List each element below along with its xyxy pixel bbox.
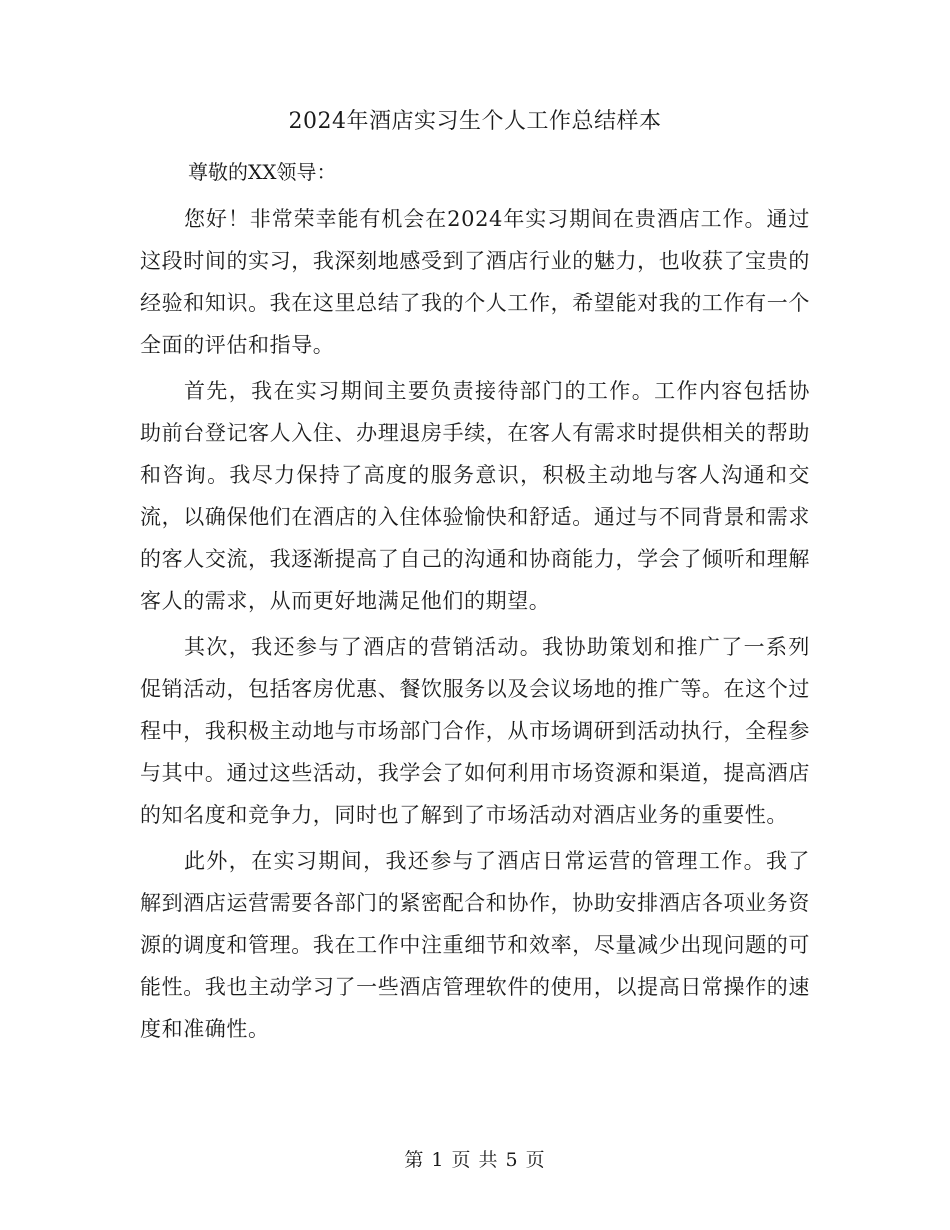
paragraph-marketing-work: 其次，我还参与了酒店的营销活动。我协助策划和推广了一系列促销活动，包括客房优惠、餐饮服务以及会议场地的推广等。在这个过程中，我积极主动地与市场部门合作，从市场调研到活动执行，全程参与其中。通过这些活动，我学会了如何利用市场资源和渠道，提高酒店的知名度和竞争力，同时也了解到了市场活动对酒店业务的重要性。 <box>140 635 810 827</box>
salutation: 尊敬的XX领导： <box>188 160 337 184</box>
paragraph-reception-work: 首先，我在实习期间主要负责接待部门的工作。工作内容包括协助前台登记客人入住、办理退房手续，在客人有需求时提供相关的帮助和咨询。我尽力保持了高度的服务意识，积极主动地与客人沟通和交流，以确保他们在酒店的入住体验愉快和舒适。通过与不同背景和需求的客人交流，我逐渐提高了自己的沟通和协商能力，学会了倾听和理解客人的需求，从而更好地满足他们的期望。 <box>140 379 810 613</box>
document-title: 2024年酒店实习生个人工作总结样本 <box>288 109 662 134</box>
document-body <box>140 198 810 1054</box>
paragraph-greeting: 您好！非常荣幸能有机会在2024年实习期间在贵酒店工作。通过这段时间的实习，我深刻地感受到了酒店行业的魅力，也收获了宝贵的经验和知识。我在这里总结了我的个人工作，希望能对我的工作有一个全面的评估和指导。 <box>140 207 810 357</box>
paragraph-operations-work: 此外，在实习期间，我还参与了酒店日常运营的管理工作。我了解到酒店运营需要各部门的紧密配合和协作，协助安排酒店各项业务资源的调度和管理。我在工作中注重细节和效率，尽量减少出现问题的可能性。我也主动学习了一些酒店管理软件的使用，以提高日常操作的速度和准确性。 <box>140 849 810 1041</box>
page-number-footer: 第 1 页 共 5 页 <box>404 1149 546 1171</box>
